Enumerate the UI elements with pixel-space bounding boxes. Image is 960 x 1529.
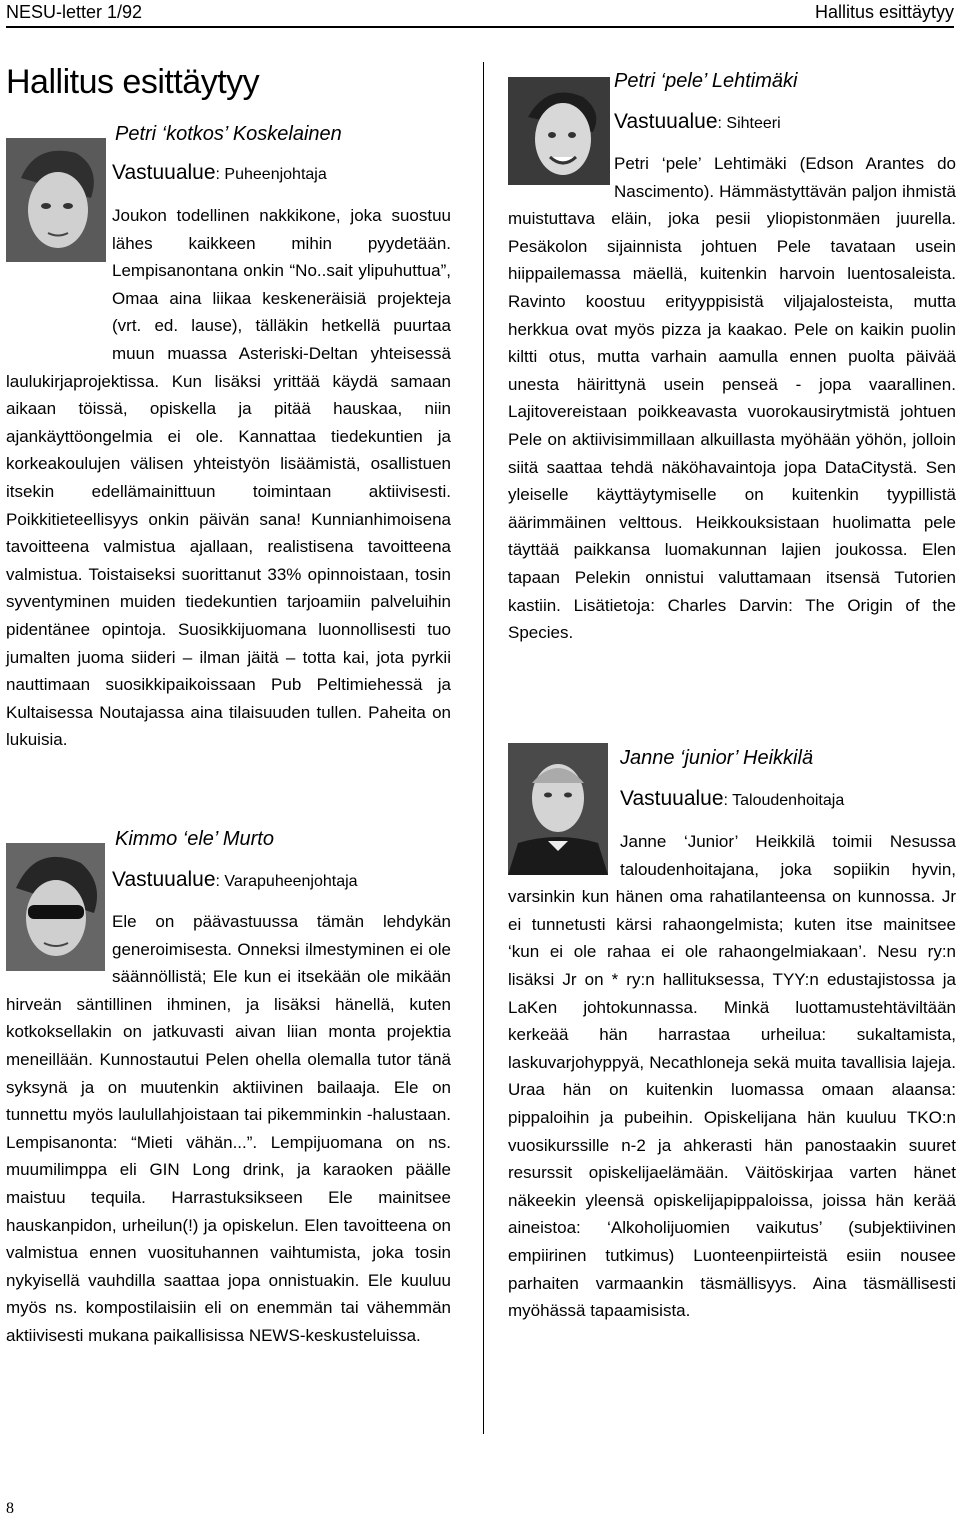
member-bio-murto — [6, 908, 451, 1350]
column-divider — [483, 62, 484, 1434]
member-bio-lehtimaki — [508, 150, 956, 647]
member-bio-koskelainen — [6, 202, 451, 754]
role-value: : Sihteeri — [717, 115, 781, 132]
member-name-murto: Kimmo ‘ele’ Murto — [115, 828, 274, 850]
page-header — [6, 0, 954, 28]
member-role-heikkila — [620, 787, 844, 813]
role-label: Vastuualue — [112, 161, 216, 184]
role-label: Vastuualue — [614, 110, 718, 133]
member-role-murto — [112, 868, 358, 894]
page-title: Hallitus esittäytyy — [6, 63, 260, 101]
member-name-koskelainen: Petri ‘kotkos’ Koskelainen — [115, 123, 342, 145]
bio-text: Ele on päävastuussa tämän lehdykän generoimisesta. Onneksi ilmestyminen ei ole säännöllistä; Ele kun ei itsekään ole mikään hirveän säntillinen ihminen, ja lisäksi hänellä, kuten kotkoksellakin on jatkuvasti aivan liian monta projektia meneillään. Kunnostautui Pelen ohella olemalla tutor tänä syksynä ja on muutenkin aktiivinen bailaaja. Ele on tunnettu myös laulullahjoistaan tai pikemminkin -halustaan. Lempisanonta: “Mieti vähän...”. Lempijuomana on ns. muumilimppa eli GIN Long drink, ja karaoken päälle maistuu tequila. Harrastuksikseen Ele mainitsee hauskanpidon, urheilun(!) ja opiskelun. Elen tavoitteena on valmistua ennen vuosituhannen vaihtumista, joka tosin nykyisellä vauhdilla saattaa jopa onnistuakin. Ele kuuluu myös ns. kompostilaisiin eli on enemmän tai vähemmän aktiivisesti mukana paikallisissa NEWS-keskusteluissa. — [6, 912, 451, 1345]
newsletter-issue: NESU-letter 1/92 — [6, 2, 143, 22]
member-role-lehtimaki — [614, 110, 781, 136]
member-name-lehtimaki: Petri ‘pele’ Lehtimäki — [614, 70, 798, 92]
bio-text: Joukon todellinen nakkikone, joka suostuu lähes kaikkeen mihin pyydetään. Lempisanontana onkin “No..sait ylipuhuttua”, Omaa aina liikaa keskeneräisiä projekteja (vrt. ed. lause), tälläkin hetkellä puurtaa muun muassa Asteriski-Deltan yhteisessä laulukirjaprojektissa. Kun lisäksi yrittää käydä samaan aikaan töissä, opiskella ja pitää hauskaa, niin ajankäyttöongelmia ei ole. Kannattaa tiedekuntien ja korkeakoulujen välisen yhteistyön lisäämistä, osallistuen itsekin edellämainittuun toimintaan aktiivisesti. Poikkitieteellisyys onkin päivän sana! Kunnianhimoisena tavoitteena valmistua ajallaan, realistisena tavoitteena valmistua. Toistaiseksi suorittanut 33% opinnoistaan, tosin syventyminen muiden tiedekuntien tarjoamiin palveluihin pidentänee opintoja. Suosikkijuomana luonnollisesti tuo jumalten juoma siideri – ilman jäitä – totta kai, jota pyrkii nauttimaan suosikkipaikoissaan Pub Peltimiehessä ja Kultaisessa Noutajassa aina tilaisuuden tullen. Paheita on lukuisia. — [6, 206, 451, 750]
member-name-heikkila: Janne ‘junior’ Heikkilä — [620, 747, 814, 769]
role-label: Vastuualue — [620, 787, 724, 810]
role-value: : Puheenjohtaja — [215, 166, 327, 183]
page-number: 8 — [6, 1500, 14, 1517]
role-label: Vastuualue — [112, 868, 216, 891]
member-role-koskelainen — [112, 161, 327, 187]
member-bio-heikkila — [508, 828, 956, 1325]
bio-text: Petri ‘pele’ Lehtimäki (Edson Arantes do Nascimento). Hämmästyttävän paljon ihmistä muistuttava eläin, joka pesii yliopistonmäen juurella. Pesäkolon sijainnista johtuen Pele tavataan usein hiippailemassa mäellä, kuitenkin harvoin luentosaleista. Ravinto koostuu erityyppisistä viljajalosteista, mutta herkkua ovat myös pizza ja kaakao. Pele on kaikin puolin kiltti otus, mutta varhain aamulla ennen puolta päivää unesta häirittynä usein penseä - jopa vaarallinen. Lajitovereistaan poikkeavasta vuorokausirytmistä johtuen Pele on aktiivisimmillaan alkuillasta myöhään yöhön, jolloin siitä saattaa tehdä näköhavaintoja jopa DataCitystä. Sen yleiselle käyttäytymiselle on kuitenkin tyypillistä äärimmäinen velttous. Heikkouksistaan huolimatta pele täyttää paikkansa luomakunnan lajien joukossa. Elen tapaan Pelekin onnistui valuttamaan itsensä Tutorien kastiin. Lisätietoja: Charles Darvin: The Origin of the Species. — [508, 154, 956, 643]
role-value: : Taloudenhoitaja — [723, 792, 845, 809]
running-title: Hallitus esittäytyy — [814, 2, 954, 22]
bio-text: Janne ‘Junior’ Heikkilä toimii Nesussa taloudenhoitajana, joka sopiikin hyvin, varsinkin kun hänen oma rahatilanteensa on kunnossa. Jr ei tunnetusti kärsi rahaongelmista; kuten itse mainitsee ‘kun ei ole rahaa ei ole rahaongelmiakaan’. Nesu ry:n lisäksi Jr on * ry:n hallituksessa, TYY:n edustajistossa ja LaKen johtokunnassa. Minkä luottamustehtäviltään kerkeää hän harrastaa urheilua: sukaltamista, laskuvarjohyppyä, Necathloneja sekä muita tavallisia lajeja. Uraa hän on kuitenkin luomassa omaan alaansa: pippaloihin ja pubeihin. Opiskelijana hän kuuluu TKO:n vuosikurssille n-2 ja ahkerasti hän panostaakin suuret resurssit opiskelijaelämään. Väitöskirjaa varten hänet näkeekin yleensä opiskelijapippaloissa, joissa hän kerää aineistoa: ‘Alkoholijuomien vaikutus’ (subjektiivinen empiirinen tutkimus) Luonteenpiirteistä esiin nousee parhaiten varmaankin täsmällisyys. Aina täsmällisesti myöhässä tapaamisista. — [508, 832, 956, 1321]
role-value: : Varapuheenjohtaja — [215, 873, 358, 890]
